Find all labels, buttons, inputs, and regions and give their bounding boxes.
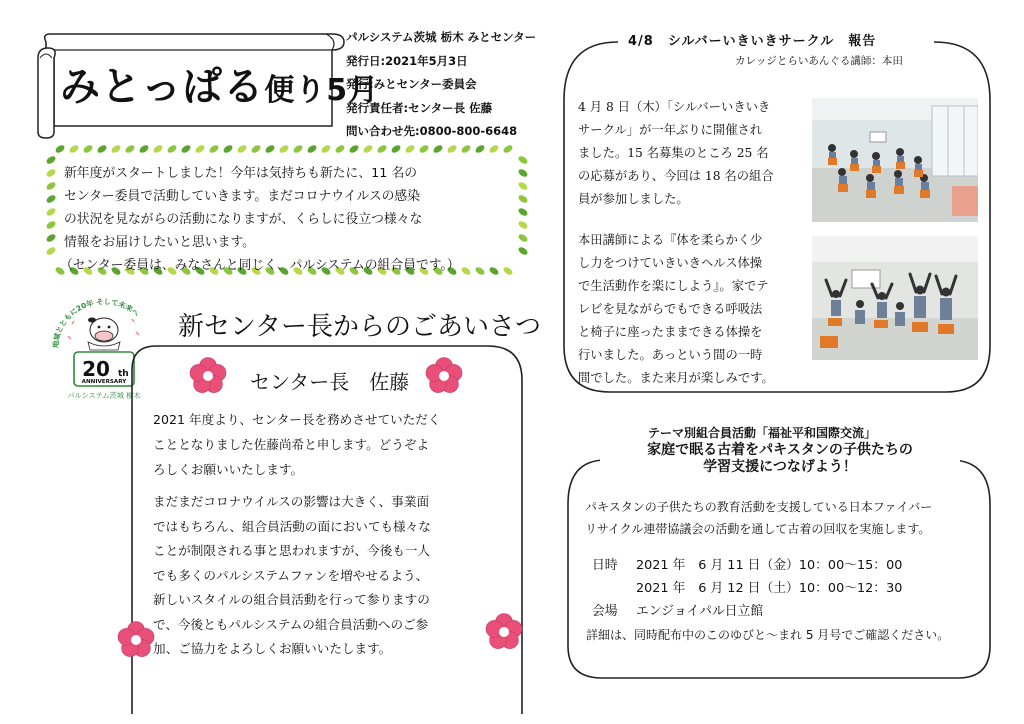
report-line: 行いました。あっという間の一時 xyxy=(578,348,763,362)
intro-line: の状況を見ながらの活動になりますが、くらしに役立つ様々な xyxy=(64,212,423,227)
vine-leaf xyxy=(446,144,458,155)
vine-leaf xyxy=(264,144,276,155)
greeting-line: ことが制限される事と思われますが、今後も一人 xyxy=(153,543,431,558)
event-title-line: 学習支援につなげよう！ xyxy=(703,459,857,475)
vine-leaf xyxy=(517,233,529,244)
report-subtitle: カレッジとらいあんぐる講師：本田 xyxy=(735,55,903,67)
vine-leaf xyxy=(517,207,529,218)
greeting-line: 新しいスタイルの組合員活動を行って参りますの xyxy=(153,592,430,607)
publish-date: 発行日:2021年5月3日 xyxy=(346,53,468,68)
report-line: 員が参加しました。 xyxy=(578,192,689,206)
vine-leaf xyxy=(517,168,529,179)
greeting-line: こととなりました佐藤尚希と申します。どうぞよ xyxy=(153,437,430,452)
vine-leaf xyxy=(517,155,529,166)
vine-leaf xyxy=(208,144,220,155)
flower-icon xyxy=(188,356,228,396)
report-line: レビを見ながらでもできる呼吸法 xyxy=(578,302,763,316)
vine-leaf xyxy=(194,144,206,155)
vine-leaf xyxy=(166,144,178,155)
vine-leaf xyxy=(278,144,290,155)
logo-arc-textpath: 地域とともに20年 そして未来へ xyxy=(50,296,141,349)
vine-leaf xyxy=(45,233,57,244)
vine-leaf xyxy=(334,144,346,155)
event-desc-line: リサイクル連帯協議会の活動を通して古着の回収を実施します。 xyxy=(585,522,931,536)
greeting-paragraph xyxy=(153,490,501,662)
event-more-info: 詳細は、同時配布中のこのゆびと～まれ 5 月号でご確認ください。 xyxy=(586,628,950,642)
event-title xyxy=(600,442,960,476)
vine-leaf xyxy=(82,144,94,155)
vine-leaf xyxy=(418,144,430,155)
vine-leaf xyxy=(404,144,416,155)
report-paragraph xyxy=(578,229,802,390)
vine-leaf xyxy=(460,144,472,155)
vine-leaf xyxy=(376,144,388,155)
photo-exercise-class-2 xyxy=(812,236,978,360)
report-line: 4 月 8 日（木）「シルバーいきいき xyxy=(578,100,771,114)
vine-leaf xyxy=(45,181,57,192)
vine-leaf xyxy=(517,246,529,257)
vine-leaf xyxy=(390,144,402,155)
greeting-line: まだまだコロナウイルスの影響は大きく、事業面 xyxy=(153,494,430,509)
report-line: と椅子に座ったままできる体操を xyxy=(578,325,763,339)
newsletter-title xyxy=(60,55,379,112)
vine-leaf xyxy=(138,144,150,155)
vine-leaf xyxy=(517,181,529,192)
intro-line: 情報をお届けしたいと思います。 xyxy=(64,235,255,250)
vine-leaf xyxy=(124,144,136,155)
report-paragraph xyxy=(578,96,802,211)
photo-exercise-class-1 xyxy=(812,98,978,222)
vine-leaf xyxy=(474,144,486,155)
vine-leaf xyxy=(45,246,57,257)
report-line: で生活動作を楽にしよう』。家でテ xyxy=(578,279,769,293)
vine-leaf xyxy=(306,144,318,155)
report-line: 本田講師による『体を柔らかく少 xyxy=(578,233,763,247)
vine-leaf xyxy=(110,144,122,155)
intro-line: センター委員で活動していきます。まだコロナウイルスの感染 xyxy=(64,189,421,204)
event-venue-label: 会場 xyxy=(592,604,618,619)
greeting-line: でも多くのパルシステムファンを増やせるよう、 xyxy=(153,567,429,583)
greeting-line: ろしくお願いいたします。 xyxy=(153,462,304,477)
flower-icon xyxy=(424,356,464,396)
event-date-1: 2021 年 6 月 11 日（金）10：00～15：00 xyxy=(636,558,903,573)
publisher-org: パルシステム茨城 栃木 みとセンター xyxy=(346,30,537,44)
vine-leaf xyxy=(517,194,529,205)
publisher-info xyxy=(346,26,546,144)
report-line: 間でした。また来月が楽しみです。 xyxy=(578,371,774,385)
flower-center xyxy=(203,371,213,381)
vine-leaf xyxy=(45,194,57,205)
vine-leaf xyxy=(236,144,248,155)
vine-leaf xyxy=(502,144,514,155)
event-kicker: テーマ別組合員活動「福祉平和国際交流」 xyxy=(648,426,877,440)
greeting-line: 2021 年度より、センター長を務めさせていただく xyxy=(153,412,441,427)
vine-leaf xyxy=(54,144,66,155)
title-main: みとっぱる xyxy=(60,64,265,110)
vine-leaf xyxy=(222,144,234,155)
report-line: ました。15 名募集のところ 25 名 xyxy=(578,146,769,160)
publisher-responsible: 発行責任者:センター長 佐藤 xyxy=(346,100,493,115)
vine-leaf xyxy=(517,220,529,231)
vine-leaf xyxy=(96,144,108,155)
intro-message xyxy=(60,162,514,277)
event-venue: エンジョイパル日立館 xyxy=(636,604,764,619)
flower-icon xyxy=(116,620,156,660)
flower-center xyxy=(439,371,449,381)
event-date-label: 日時 xyxy=(592,558,618,573)
vine-leaf xyxy=(250,144,262,155)
vine-leaf xyxy=(45,168,57,179)
report-line: の応募があり、今回は 18 名の組合 xyxy=(578,169,774,183)
greeting-paragraph xyxy=(153,407,501,482)
vine-leaf xyxy=(45,220,57,231)
greeting-name: センター長 佐藤 xyxy=(250,370,410,394)
report-line: し力をつけていきいきヘルス体操 xyxy=(578,256,763,270)
logo-suffix: th xyxy=(118,369,129,379)
publisher-contact: 問い合わせ先:0800-800-6648 xyxy=(346,124,518,138)
logo-anniversary: ANNIVERSARY xyxy=(81,379,127,385)
event-date-2: 2021 年 6 月 12 日（土）10：00～12：30 xyxy=(636,581,903,596)
vine-leaf xyxy=(45,207,57,218)
vine-leaf xyxy=(432,144,444,155)
vine-leaf xyxy=(180,144,192,155)
event-desc-line: パキスタンの子供たちの教育活動を支援している日本ファイバー xyxy=(585,500,933,514)
greeting-line: ではもちろん、組合員活動の面においても様々な xyxy=(153,518,431,534)
vine-leaf xyxy=(292,144,304,155)
logo-org: パルシステム茨城 栃木 xyxy=(67,391,141,400)
logo-number: 20 xyxy=(82,357,110,381)
report-title: 4/8 シルバーいきいきサークル 報告 xyxy=(622,30,882,49)
vine-leaf xyxy=(152,144,164,155)
greeting-line: で、今後ともパルシステムの組合員活動へのご参 xyxy=(153,616,429,632)
greeting-line: 加、ご協力をよろしくお願いいたします。 xyxy=(153,641,392,656)
greeting-heading: 新センター長からのごあいさつ xyxy=(170,306,549,343)
vine-leaf xyxy=(45,155,57,166)
vine-leaf xyxy=(348,144,360,155)
publisher-issuer: 発行:みとセンター委員会 xyxy=(346,77,477,91)
event-title-line: 家庭で眠る古着をパキスタンの子供たちの xyxy=(647,442,913,458)
vine-leaf xyxy=(320,144,332,155)
intro-line: 新年度がスタートしました！今年は気持ちも新たに、11 名の xyxy=(64,166,418,181)
vine-leaf xyxy=(68,144,80,155)
title-sub: 便り5月 xyxy=(264,73,380,108)
vine-leaf xyxy=(362,144,374,155)
flower-center xyxy=(131,635,141,645)
event-description xyxy=(585,496,985,540)
intro-line: （センター委員は、みなさんと同じく、パルシステムの組合員です。） xyxy=(60,258,460,273)
report-line: サークル」が一年ぶりに開催され xyxy=(578,123,763,137)
vine-leaf xyxy=(488,144,500,155)
